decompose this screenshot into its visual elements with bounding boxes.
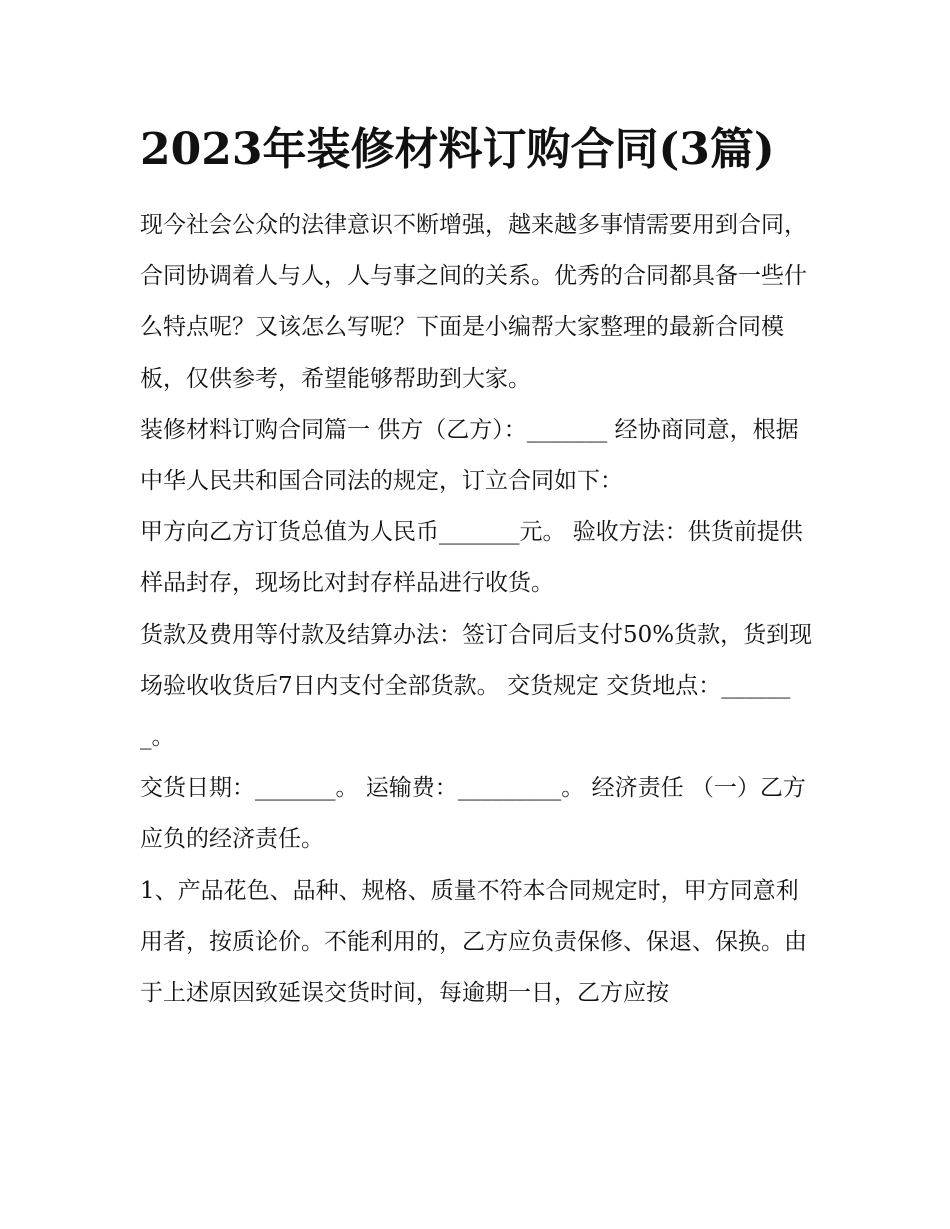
paragraph-clause-1: 1、产品花色、品种、规格、质量不符本合同规定时，甲方同意利用者，按质论价。不能利用的，乙方应负责保修、保退、保换。由于上述原因致延误交货时间，每逾期一日，乙方应按 xyxy=(140,877,807,1007)
paragraph-order-value: 甲方向乙方订货总值为人民币_______元。 验收方法：供货前提供样品封存，现场比对封存样品进行收货。 xyxy=(140,519,803,597)
paragraph-payment: 货款及费用等付款及结算办法：签订合同后支付50%货款，货到现场验收收货后7日内支付全部货款。 交货规定 交货地点：_______。 xyxy=(140,621,813,751)
paragraph-supplier: 装修材料订购合同篇一 供方（乙方）：_______ 经协商同意，根据中华人民共和国合同法的规定，订立合同如下： xyxy=(140,416,799,495)
paragraph-intro: 现今社会公众的法律意识不断增强，越来越多事情需要用到合同，合同协调着人与人，人与事之间的关系。优秀的合同都具备一些什么特点呢？又该怎么写呢？下面是小编帮大家整理的最新合同模板，仅供参考，希望能够帮助到大家。 xyxy=(140,212,807,392)
document-title: 2023年装修材料订购合同(3篇) xyxy=(140,124,775,175)
paragraph-delivery: 交货日期：_______。 运输费：_________。 经济责任 （一）乙方应负的经济责任。 xyxy=(140,775,806,853)
document-body xyxy=(140,112,820,1019)
